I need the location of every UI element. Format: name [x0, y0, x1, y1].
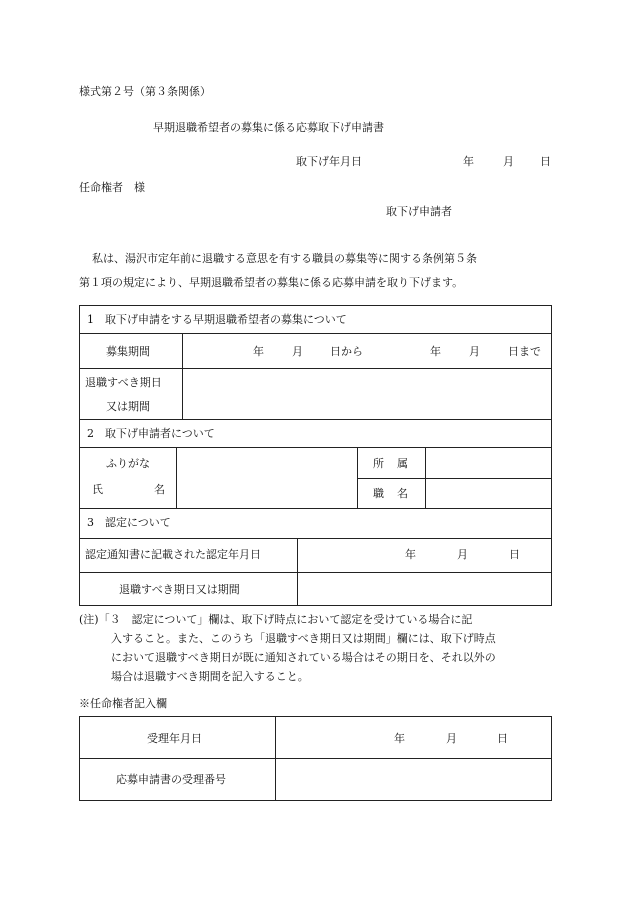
from-year: 年	[253, 345, 264, 358]
position-label-char-2: 名	[397, 487, 408, 500]
withdrawal-year: 年	[463, 155, 474, 168]
to-year: 年	[430, 345, 441, 358]
form-number: 様式第２号（第３条関係）	[79, 85, 211, 98]
receipt-year: 年	[394, 732, 405, 745]
certification-month: 月	[457, 548, 468, 561]
certification-date-label: 認定通知書に記載された認定年月日	[85, 548, 261, 561]
applicant-label: 取下げ申請者	[386, 205, 452, 218]
retirement-date-label-line-1: 退職すべき期日	[85, 376, 162, 389]
from-day: 日から	[330, 345, 363, 358]
addressee: 任命権者 様	[79, 181, 145, 194]
receipt-number-label: 応募申請書の受理番号	[116, 773, 226, 786]
to-day: 日まで	[508, 345, 541, 358]
appointer-section-heading: ※任命権者記入欄	[79, 697, 167, 710]
recruitment-period-label: 募集期間	[106, 345, 150, 358]
section-2-heading: 2 取下げ申請者について	[87, 427, 215, 440]
affiliation-label-char-1: 所	[373, 457, 384, 470]
withdrawal-day: 日	[540, 155, 551, 168]
body-text-line-1: 私は、湯沢市定年前に退職する意思を有する職員の募集等に関する条例第５条	[92, 252, 477, 265]
certification-day: 日	[509, 548, 520, 561]
receipt-date-label: 受理年月日	[147, 732, 202, 745]
retirement-period-label: 退職すべき期日又は期間	[119, 583, 240, 596]
note	[79, 610, 559, 686]
section-3-heading: 3 認定について	[87, 516, 171, 529]
form-title: 早期退職希望者の募集に係る応募取下げ申請書	[153, 121, 384, 134]
position-label-char-1: 職	[373, 487, 384, 500]
note-line-3: において退職すべき期日が既に通知されている場合はその期日を、それ以外の	[111, 651, 496, 664]
name-label-char-2: 名	[154, 483, 165, 496]
note-line-4: 場合は退職すべき期間を記入すること。	[111, 670, 309, 683]
withdrawal-month: 月	[503, 155, 514, 168]
affiliation-label-char-2: 属	[397, 457, 408, 470]
furigana-label: ふりがな	[106, 457, 150, 470]
name-label-char-1: 氏	[92, 483, 103, 496]
receipt-month: 月	[446, 732, 457, 745]
receipt-day: 日	[497, 732, 508, 745]
withdrawal-date-label: 取下げ年月日	[296, 155, 362, 168]
certification-year: 年	[405, 548, 416, 561]
from-month: 月	[292, 345, 303, 358]
to-month: 月	[469, 345, 480, 358]
retirement-date-label-line-2: 又は期間	[106, 400, 150, 413]
note-line-2: 入すること。また、このうち「退職すべき期日又は期間」欄には、取下げ時点	[111, 632, 496, 645]
note-line-1: (注)「３ 認定について」欄は、取下げ時点において認定を受けている場合に記	[79, 613, 473, 626]
section-1-heading: 1 取下げ申請をする早期退職希望者の募集について	[87, 313, 347, 326]
body-text-line-2: 第１項の規定により、早期退職希望者の募集に係る応募申請を取り下げます。	[79, 276, 464, 289]
